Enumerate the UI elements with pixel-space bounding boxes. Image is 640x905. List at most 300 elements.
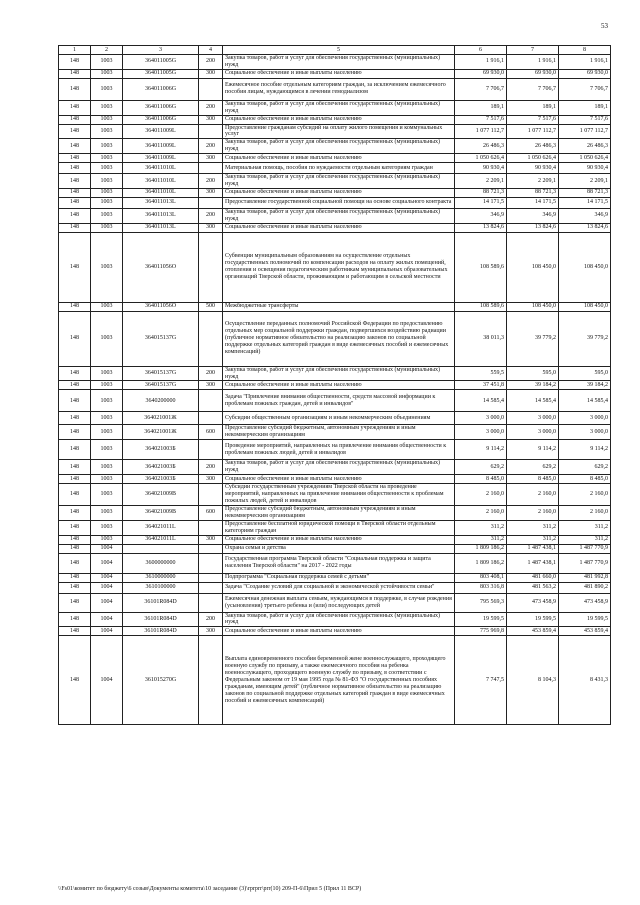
row-amount-year3: 2 160,0	[559, 506, 611, 521]
row-target-code: 36101R084D	[123, 627, 199, 636]
row-amount-year1: 311,2	[455, 535, 507, 544]
row-target-code: 364021003Б	[123, 460, 199, 475]
row-description: Предоставление государственной социальной помощи на основе социального контракта	[223, 197, 455, 208]
row-description: Закупка товаров, работ и услуг для обеспечения государственных (муниципальных) нужд	[223, 139, 455, 154]
row-target-code: 364015137G	[123, 366, 199, 381]
row-expense-type	[199, 412, 223, 425]
row-target-code: 364011013L	[123, 197, 199, 208]
row-amount-year3: 3 000,0	[559, 412, 611, 425]
row-department: 148	[59, 163, 91, 174]
row-expense-type	[199, 593, 223, 612]
row-amount-year1: 14 171,5	[455, 197, 507, 208]
row-department: 148	[59, 582, 91, 593]
row-section: 1003	[91, 115, 123, 124]
table-row	[59, 69, 611, 78]
row-amount-year1: 1 916,1	[455, 55, 507, 70]
row-section: 1003	[91, 78, 123, 100]
row-target-code: 3600000000	[123, 553, 199, 573]
row-amount-year3: 13 824,6	[559, 223, 611, 232]
row-description: Предоставление гражданам субсидий на оплату жилого помещения и коммунальных услуг	[223, 124, 455, 139]
row-section: 1003	[91, 311, 123, 366]
table-row	[59, 593, 611, 612]
row-department: 148	[59, 425, 91, 440]
row-expense-type: 200	[199, 460, 223, 475]
row-amount-year1: 803 408,1	[455, 573, 507, 582]
row-section: 1003	[91, 223, 123, 232]
table-row	[59, 544, 611, 553]
row-department: 148	[59, 520, 91, 535]
row-amount-year3: 19 599,5	[559, 612, 611, 627]
row-section: 1003	[91, 232, 123, 302]
row-section: 1003	[91, 208, 123, 223]
row-expense-type: 300	[199, 115, 223, 124]
row-amount-year1: 2 160,0	[455, 484, 507, 506]
row-amount-year1: 1 050 626,4	[455, 154, 507, 163]
table-row	[59, 55, 611, 70]
row-section: 1003	[91, 197, 123, 208]
row-amount-year2: 14 171,5	[507, 197, 559, 208]
row-amount-year3: 8 485,0	[559, 475, 611, 484]
col-header: 3	[123, 46, 199, 55]
row-description: Выплата единовременного пособия беременной жене военнослужащего, проходящего военную службу по призыву, а также ежемесячного пособия на ребенка военнослужащего, проходящего военную службу по призыву, в соответствии с Федеральным законом от 19 мая 1995 года № 81-ФЗ "О государственных пособиях гражданам, имеющим детей" (публичное нормативное обязательство на реализацию законов по социальной поддержке отдельных категорий граждан в виде ежемесячных пособий и ежемесячных компенсаций)	[223, 636, 455, 725]
row-section: 1003	[91, 100, 123, 115]
row-section: 1003	[91, 124, 123, 139]
row-target-code: 364011010L	[123, 163, 199, 174]
row-target-code: 364021003Б	[123, 440, 199, 460]
row-description: Подпрограмма "Социальная поддержка семей с детьми"	[223, 573, 455, 582]
row-amount-year3: 88 721,3	[559, 188, 611, 197]
row-description: Проведение мероприятий, направленных на привлечение внимания общественности к проблемам пожилых людей, детей и инвалидов	[223, 440, 455, 460]
row-department: 148	[59, 115, 91, 124]
table-row	[59, 412, 611, 425]
row-amount-year1: 19 599,5	[455, 612, 507, 627]
row-description: Материальная помощь, пособия по нуждаемости отдельным категориям граждан	[223, 163, 455, 174]
row-amount-year3: 26 486,3	[559, 139, 611, 154]
row-target-code: 364011009L	[123, 154, 199, 163]
row-description: Охрана семьи и детства	[223, 544, 455, 553]
row-description: Социальное обеспечение и иные выплаты населению	[223, 627, 455, 636]
row-amount-year3: 311,2	[559, 520, 611, 535]
row-description: Предоставление субсидий бюджетным, автономным учреждениям и иным некоммерческим организациям	[223, 506, 455, 521]
row-section: 1003	[91, 506, 123, 521]
row-expense-type	[199, 553, 223, 573]
row-description: Закупка товаров, работ и услуг для обеспечения государственных (муниципальных) нужд	[223, 208, 455, 223]
row-amount-year2: 26 486,3	[507, 139, 559, 154]
row-description: Ежемесячная денежная выплата семьям, нуждающимся в поддержке, в случае рождения (усыновления) третьего ребенка и (или) последующих детей	[223, 593, 455, 612]
row-section: 1003	[91, 69, 123, 78]
row-amount-year2: 311,2	[507, 535, 559, 544]
row-expense-type: 500	[199, 302, 223, 311]
row-amount-year3: 1 916,1	[559, 55, 611, 70]
row-amount-year3: 69 930,0	[559, 69, 611, 78]
row-amount-year3: 7 706,7	[559, 78, 611, 100]
row-description: Социальное обеспечение и иные выплаты населению	[223, 535, 455, 544]
row-target-code: 364011010L	[123, 174, 199, 189]
row-section: 1003	[91, 460, 123, 475]
row-amount-year2: 1 916,1	[507, 55, 559, 70]
row-amount-year1: 8 485,0	[455, 475, 507, 484]
row-amount-year2: 1 050 626,4	[507, 154, 559, 163]
row-expense-type	[199, 124, 223, 139]
row-amount-year2: 8 485,0	[507, 475, 559, 484]
row-amount-year2: 453 859,4	[507, 627, 559, 636]
row-amount-year1: 2 209,1	[455, 174, 507, 189]
row-expense-type: 600	[199, 506, 223, 521]
row-amount-year2: 69 930,0	[507, 69, 559, 78]
row-department: 148	[59, 188, 91, 197]
row-expense-type	[199, 636, 223, 725]
row-amount-year2: 595,0	[507, 366, 559, 381]
row-amount-year2: 108 450,0	[507, 302, 559, 311]
row-section: 1003	[91, 440, 123, 460]
row-amount-year2: 473 458,9	[507, 593, 559, 612]
table-row	[59, 535, 611, 544]
row-target-code: 364021009В	[123, 506, 199, 521]
row-description: Субвенции муниципальным образованиям на осуществление отдельных государственных полномочий по компенсации расходов на оплату жилых помещений, отопления и освещения педагогическим работникам муниципальных образовательных организаций Тверской области, проживающим и работающим в сельской местности	[223, 232, 455, 302]
table-row	[59, 208, 611, 223]
row-description: Закупка товаров, работ и услуг для обеспечения государственных (муниципальных) нужд	[223, 55, 455, 70]
row-amount-year3: 1 077 112,7	[559, 124, 611, 139]
row-expense-type	[199, 197, 223, 208]
row-section: 1003	[91, 163, 123, 174]
row-amount-year3: 14 585,4	[559, 390, 611, 412]
row-amount-year3: 189,1	[559, 100, 611, 115]
row-amount-year2: 2 160,0	[507, 506, 559, 521]
row-amount-year1: 3 000,0	[455, 425, 507, 440]
row-amount-year2: 1 487 438,1	[507, 553, 559, 573]
row-department: 148	[59, 460, 91, 475]
row-target-code: 3610000000	[123, 573, 199, 582]
row-amount-year3: 595,0	[559, 366, 611, 381]
row-description: Социальное обеспечение и иные выплаты населению	[223, 69, 455, 78]
table-row	[59, 484, 611, 506]
row-section: 1003	[91, 520, 123, 535]
row-amount-year2: 39 184,2	[507, 381, 559, 390]
row-amount-year2: 3 000,0	[507, 412, 559, 425]
row-expense-type	[199, 484, 223, 506]
row-target-code: 3610100000	[123, 582, 199, 593]
table-row	[59, 475, 611, 484]
row-department: 148	[59, 593, 91, 612]
row-department: 148	[59, 100, 91, 115]
row-department: 148	[59, 544, 91, 553]
row-amount-year2: 189,1	[507, 100, 559, 115]
row-amount-year1: 7 706,7	[455, 78, 507, 100]
row-expense-type	[199, 78, 223, 100]
row-description: Субсидии государственным учреждениям Тверской области на проведение мероприятий, направленных на привлечение внимания общественности к проблемам пожилых людей, детей и инвалидов	[223, 484, 455, 506]
row-section: 1003	[91, 390, 123, 412]
row-amount-year2: 346,9	[507, 208, 559, 223]
row-department: 148	[59, 55, 91, 70]
row-amount-year1: 629,2	[455, 460, 507, 475]
table-row	[59, 612, 611, 627]
row-department: 148	[59, 124, 91, 139]
row-target-code: 364011010L	[123, 188, 199, 197]
row-section: 1004	[91, 612, 123, 627]
row-target-code: 364021001Ж	[123, 412, 199, 425]
row-amount-year1: 90 930,4	[455, 163, 507, 174]
row-amount-year1: 803 316,8	[455, 582, 507, 593]
row-description: Задача "Привлечение внимания общественности, средств массовой информации к проблемам пожилых граждан, детей и инвалидов"	[223, 390, 455, 412]
row-expense-type	[199, 544, 223, 553]
row-expense-type	[199, 440, 223, 460]
row-section: 1004	[91, 636, 123, 725]
row-expense-type	[199, 582, 223, 593]
row-expense-type: 300	[199, 475, 223, 484]
row-amount-year1: 795 569,3	[455, 593, 507, 612]
row-description: Социальное обеспечение и иные выплаты населению	[223, 381, 455, 390]
row-target-code: 364011056O	[123, 302, 199, 311]
row-amount-year2: 1 077 112,7	[507, 124, 559, 139]
row-department: 148	[59, 553, 91, 573]
row-amount-year3: 39 184,2	[559, 381, 611, 390]
row-description: Предоставление бесплатной юридической помощи в Тверской области отдельным категориям граждан	[223, 520, 455, 535]
row-section: 1003	[91, 174, 123, 189]
col-header: 8	[559, 46, 611, 55]
row-amount-year1: 775 969,8	[455, 627, 507, 636]
header-row	[59, 46, 611, 55]
table-row	[59, 188, 611, 197]
row-section: 1003	[91, 381, 123, 390]
row-section: 1003	[91, 412, 123, 425]
row-department: 148	[59, 154, 91, 163]
row-amount-year1: 108 589,6	[455, 302, 507, 311]
row-section: 1003	[91, 366, 123, 381]
row-section: 1003	[91, 139, 123, 154]
row-expense-type: 300	[199, 154, 223, 163]
row-target-code: 361015270G	[123, 636, 199, 725]
row-description: Закупка товаров, работ и услуг для обеспечения государственных (муниципальных) нужд	[223, 174, 455, 189]
row-target-code: 364011006G	[123, 115, 199, 124]
row-department: 148	[59, 475, 91, 484]
row-description: Социальное обеспечение и иные выплаты населению	[223, 475, 455, 484]
row-target-code: 364011006G	[123, 78, 199, 100]
row-department: 148	[59, 535, 91, 544]
row-amount-year3: 481 992,8	[559, 573, 611, 582]
row-description: Межбюджетные трансферты	[223, 302, 455, 311]
row-section: 1003	[91, 55, 123, 70]
row-amount-year3: 90 930,4	[559, 163, 611, 174]
col-header: 4	[199, 46, 223, 55]
page-number: 53	[601, 22, 608, 30]
table-row	[59, 381, 611, 390]
row-amount-year1: 3 000,0	[455, 412, 507, 425]
row-amount-year1: 9 114,2	[455, 440, 507, 460]
row-target-code: 364011056O	[123, 232, 199, 302]
row-section: 1004	[91, 544, 123, 553]
row-section: 1004	[91, 573, 123, 582]
row-department: 148	[59, 174, 91, 189]
row-section: 1004	[91, 553, 123, 573]
row-section: 1003	[91, 425, 123, 440]
row-department: 148	[59, 69, 91, 78]
row-amount-year1: 13 824,6	[455, 223, 507, 232]
row-expense-type	[199, 232, 223, 302]
row-target-code: 364011009L	[123, 124, 199, 139]
row-department: 148	[59, 223, 91, 232]
budget-table	[58, 45, 611, 725]
row-amount-year2: 3 000,0	[507, 425, 559, 440]
table-row	[59, 553, 611, 573]
row-expense-type: 300	[199, 223, 223, 232]
row-target-code: 364021003Б	[123, 475, 199, 484]
row-expense-type: 200	[199, 208, 223, 223]
row-expense-type: 300	[199, 188, 223, 197]
table-row	[59, 582, 611, 593]
row-department: 148	[59, 232, 91, 302]
row-amount-year2: 2 160,0	[507, 484, 559, 506]
row-expense-type	[199, 573, 223, 582]
row-amount-year2: 9 114,2	[507, 440, 559, 460]
table-row	[59, 124, 611, 139]
table-row	[59, 636, 611, 725]
row-amount-year3: 311,2	[559, 535, 611, 544]
row-section: 1004	[91, 582, 123, 593]
table-row	[59, 100, 611, 115]
table-row	[59, 232, 611, 302]
row-amount-year2: 90 930,4	[507, 163, 559, 174]
row-expense-type: 200	[199, 366, 223, 381]
row-amount-year2: 8 104,3	[507, 636, 559, 725]
row-amount-year2: 481 563,2	[507, 582, 559, 593]
row-amount-year2: 7 706,7	[507, 78, 559, 100]
row-amount-year1: 69 930,0	[455, 69, 507, 78]
row-section: 1003	[91, 535, 123, 544]
row-description: Закупка товаров, работ и услуг для обеспечения государственных (муниципальных) нужд	[223, 460, 455, 475]
row-target-code: 364011006G	[123, 100, 199, 115]
row-amount-year1: 108 589,6	[455, 232, 507, 302]
file-path-footer: \\Fs01\комитет по бюджету\6 созыв\Документы комитета\10 заседание (3)\rprprr\prr(10) 209-П-6\Прил 5 (Прил 11 ВСР)	[58, 886, 362, 892]
table-row	[59, 223, 611, 232]
row-description: Ежемесячное пособие отдельным категориям граждан, за исключением ежемесячного пособия лицам, нуждающимся в лечении гемодиализом	[223, 78, 455, 100]
row-expense-type: 200	[199, 612, 223, 627]
row-amount-year2: 108 450,0	[507, 232, 559, 302]
row-department: 148	[59, 573, 91, 582]
row-department: 148	[59, 381, 91, 390]
row-target-code: 364021009В	[123, 484, 199, 506]
table-row	[59, 139, 611, 154]
row-department: 148	[59, 302, 91, 311]
row-amount-year1: 311,2	[455, 520, 507, 535]
table-body	[59, 55, 611, 725]
table-row	[59, 520, 611, 535]
table-row	[59, 425, 611, 440]
row-target-code: 364021011L	[123, 535, 199, 544]
row-amount-year2: 2 209,1	[507, 174, 559, 189]
row-amount-year1: 1 809 186,2	[455, 553, 507, 573]
table-row	[59, 460, 611, 475]
row-expense-type: 200	[199, 55, 223, 70]
row-amount-year3: 8 431,3	[559, 636, 611, 725]
table-row	[59, 115, 611, 124]
row-amount-year1: 346,9	[455, 208, 507, 223]
row-target-code: 364011013L	[123, 208, 199, 223]
row-amount-year1: 88 721,3	[455, 188, 507, 197]
row-amount-year1: 2 160,0	[455, 506, 507, 521]
row-department: 148	[59, 78, 91, 100]
row-amount-year3: 346,9	[559, 208, 611, 223]
row-department: 148	[59, 506, 91, 521]
row-expense-type: 600	[199, 425, 223, 440]
table-row	[59, 311, 611, 366]
row-target-code: 364015137G	[123, 381, 199, 390]
row-amount-year2: 481 660,0	[507, 573, 559, 582]
row-description: Предоставление субсидий бюджетным, автономным учреждениям и иным некоммерческим организациям	[223, 425, 455, 440]
table-row	[59, 573, 611, 582]
row-expense-type: 200	[199, 139, 223, 154]
row-target-code: 364021011L	[123, 520, 199, 535]
row-amount-year3: 108 450,0	[559, 302, 611, 311]
table-row	[59, 366, 611, 381]
row-amount-year2: 1 487 438,1	[507, 544, 559, 553]
row-description: Закупка товаров, работ и услуг для обеспечения государственных (муниципальных) нужд	[223, 366, 455, 381]
row-expense-type	[199, 390, 223, 412]
row-section: 1003	[91, 188, 123, 197]
row-amount-year2: 311,2	[507, 520, 559, 535]
row-amount-year3: 473 458,9	[559, 593, 611, 612]
table-row	[59, 390, 611, 412]
row-amount-year3: 1 050 626,4	[559, 154, 611, 163]
row-amount-year3: 9 114,2	[559, 440, 611, 460]
row-description: Социальное обеспечение и иные выплаты населению	[223, 115, 455, 124]
row-amount-year3: 629,2	[559, 460, 611, 475]
row-amount-year1: 7 747,5	[455, 636, 507, 725]
table-row	[59, 174, 611, 189]
row-description: Социальное обеспечение и иные выплаты населению	[223, 188, 455, 197]
col-header: 6	[455, 46, 507, 55]
row-expense-type: 300	[199, 627, 223, 636]
row-amount-year3: 14 171,5	[559, 197, 611, 208]
row-section: 1004	[91, 627, 123, 636]
row-target-code: 36101R084D	[123, 612, 199, 627]
row-amount-year1: 1 809 186,2	[455, 544, 507, 553]
table-row	[59, 440, 611, 460]
col-header: 7	[507, 46, 559, 55]
row-amount-year3: 453 859,4	[559, 627, 611, 636]
row-department: 148	[59, 440, 91, 460]
row-description: Социальное обеспечение и иные выплаты населению	[223, 154, 455, 163]
row-description: Государственная программа Тверской области "Социальная поддержка и защита населения Тверской области" на 2017 - 2022 годы	[223, 553, 455, 573]
row-description: Задача "Создание условий для социальной и экономической устойчивости семьи"	[223, 582, 455, 593]
row-section: 1003	[91, 484, 123, 506]
row-expense-type: 300	[199, 381, 223, 390]
row-amount-year3: 2 209,1	[559, 174, 611, 189]
row-description: Осуществление переданных полномочий Российской Федерации по предоставлению отдельных мер социальной поддержки граждан, подвергшихся воздействию радиации (публичное нормативное обязательство на реализацию законов по социальной поддержке отдельных категорий граждан в виде ежемесячных пособий и ежемесячных компенсаций)	[223, 311, 455, 366]
row-amount-year2: 629,2	[507, 460, 559, 475]
row-amount-year1: 7 517,6	[455, 115, 507, 124]
col-header: 1	[59, 46, 91, 55]
table-row	[59, 78, 611, 100]
row-description: Закупка товаров, работ и услуг для обеспечения государственных (муниципальных) нужд	[223, 100, 455, 115]
row-amount-year3: 108 450,0	[559, 232, 611, 302]
row-amount-year1: 26 486,3	[455, 139, 507, 154]
row-amount-year2: 39 779,2	[507, 311, 559, 366]
row-description: Субсидии общественным организациям и иным некоммерческим объединениям	[223, 412, 455, 425]
table-row	[59, 627, 611, 636]
table-row	[59, 197, 611, 208]
col-header: 2	[91, 46, 123, 55]
row-amount-year3: 1 487 770,9	[559, 544, 611, 553]
row-amount-year2: 14 585,4	[507, 390, 559, 412]
row-target-code: 3640200000	[123, 390, 199, 412]
row-amount-year2: 19 599,5	[507, 612, 559, 627]
row-department: 148	[59, 412, 91, 425]
table-row	[59, 163, 611, 174]
row-department: 148	[59, 612, 91, 627]
row-expense-type	[199, 311, 223, 366]
row-target-code: 364011009L	[123, 139, 199, 154]
row-amount-year1: 1 077 112,7	[455, 124, 507, 139]
